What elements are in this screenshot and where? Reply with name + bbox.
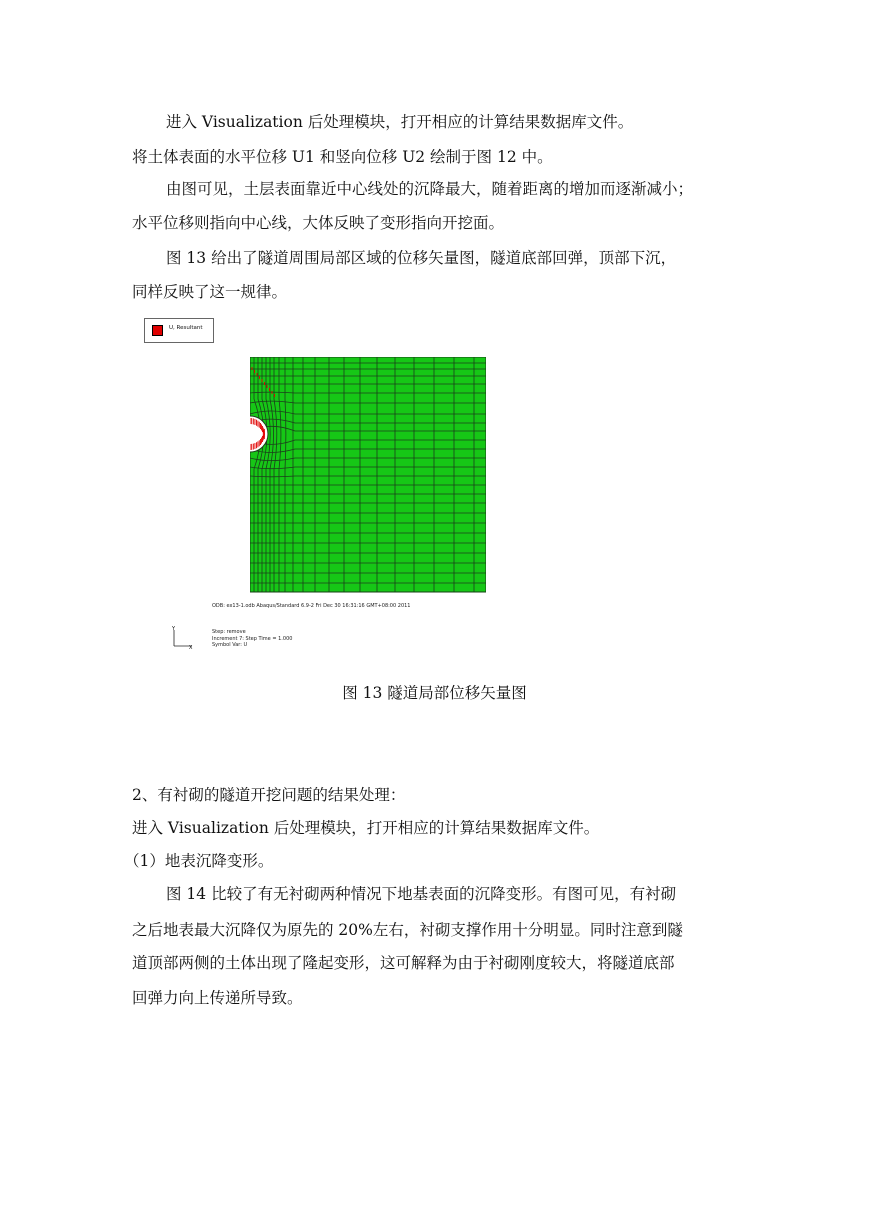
section-2-body-line-1: 图 14 比较了有无衬砌两种情况下地基表面的沉降变形。有图可见，有衬砌 [166,885,677,903]
displacement-vector-plot [250,357,486,593]
axis-triad-icon [168,626,198,650]
paragraph-3-line-2: 同样反映了这一规律。 [132,283,288,301]
figure-caption: 图 13 隧道局部位移矢量图 [342,684,527,702]
section-2-body-line-3: 道顶部两侧的土体出现了隆起变形，这可解释为由于衬砌刚度较大，将隧道底部 [132,954,675,972]
section-2-body-line-2: 之后地表最大沉降仅为原先的 20%左右，衬砌支撑作用十分明显。同时注意到隧 [132,921,683,939]
step-line: Step: remove [212,629,246,635]
paragraph-2-line-1: 由图可见，土层表面靠近中心线处的沉降最大，随着距离的增加而逐渐减小； [166,180,694,198]
symbol-line: Symbol Var: U [212,642,248,648]
step-info [212,629,292,649]
section-2-body-line-4: 回弹力向上传递所导致。 [132,989,303,1007]
paragraph-1-line-1: 进入 Visualization 后处理模块，打开相应的计算结果数据库文件。 [166,113,634,131]
increment-line: Increment 7: Step Time = 1.000 [212,635,293,642]
section-2-line-1: 进入 Visualization 后处理模块，打开相应的计算结果数据库文件。 [132,819,600,837]
axis-label-x: X [189,645,193,650]
axis-label-y: Y [172,626,176,632]
paragraph-1-line-2: 将土体表面的水平位移 U1 和竖向位移 U2 绘制于图 12 中。 [132,148,553,166]
legend-swatch [152,325,163,336]
legend-label: U, Resultant [169,325,203,331]
section-2-heading: 2、有衬砌的隧道开挖问题的结果处理： [132,786,406,804]
section-2-subheading: （1）地表沉降变形。 [124,852,274,870]
paragraph-2-line-2: 水平位移则指向中心线，大体反映了变形指向开挖面。 [132,214,505,232]
odb-info: ODB: ex13-1.odb Abaqus/Standard 6.9-2 Fri Dec 30 16:31:16 GMT+08:00 2011 [212,603,411,609]
paragraph-3-line-1: 图 13 给出了隧道周围局部区域的位移矢量图，隧道底部回弹，顶部下沉， [166,249,677,267]
figure-legend [144,318,214,343]
